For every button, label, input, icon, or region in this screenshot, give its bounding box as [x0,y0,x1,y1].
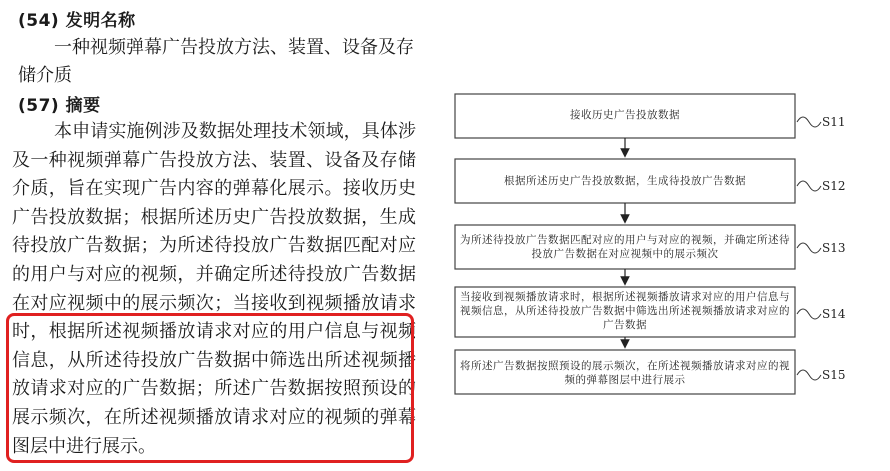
flow-step-s15-text: 将所述广告数据按照预设的展示频次，在所述视频播放请求对应的视频的弹幕图层中进行展示 [460,360,790,386]
step-connector-s13 [797,243,821,253]
step-connector-s12 [797,181,821,191]
flow-step-s11-text: 接收历史广告投放数据 [570,109,680,121]
flow-step-s12-text: 根据所述历史广告投放数据，生成待投放广告数据 [504,175,746,187]
step-connector-s14 [797,309,821,319]
step-label-s11: S11 [822,115,846,129]
step-connector-s11 [797,117,821,127]
step-label-s13: S13 [822,241,846,255]
step-connector-s15 [797,370,821,380]
abstract-text: 本申请实施例涉及数据处理技术领域，具体涉及一种视频弹幕广告投放方法、装置、设备及存储介质，旨在实现广告内容的弹幕化展示。接收历史广告投放数据；根据所述历史广告投放数据，生成待投放广告数据；为所述待投放广告数据匹配对应的用户与对应的视频，并确定所述待投放广告数据在对应视频中的展示频次；当接收到视频播放请求时，根据所述视频播放请求对应的用户信息与视频信息，从所述待投放广告数据中筛选出所述视频播放请求对应的广告数据；所述广告数据按照预设的展示频次，在所述视频播放请求对应的视频的弹幕图层中进行展示。 [12,121,416,457]
step-label-s15: S15 [822,368,846,382]
flow-step-s14-text: 当接收到视频播放请求时，根据所述视频播放请求对应的用户信息与视频信息，从所述待投放广告数据中筛选出所述视频播放请求对应的广告数据 [460,291,790,331]
flowchart-panel [430,0,890,471]
abstract-heading: (57) 摘要 [18,96,101,116]
step-label-s14: S14 [822,307,846,321]
flow-step-s13-text: 为所述待投放广告数据匹配对应的用户与对应的视频，并确定所述待投放广告数据在对应视频中的展示频次 [460,234,790,260]
patent-abstract-panel [0,0,430,471]
title-heading: (54) 发明名称 [18,11,136,31]
invention-title: 一种视频弹幕广告投放方法、装置、设备及存储介质 [18,37,414,86]
step-label-s12: S12 [822,179,846,193]
highlight-box [6,313,414,463]
